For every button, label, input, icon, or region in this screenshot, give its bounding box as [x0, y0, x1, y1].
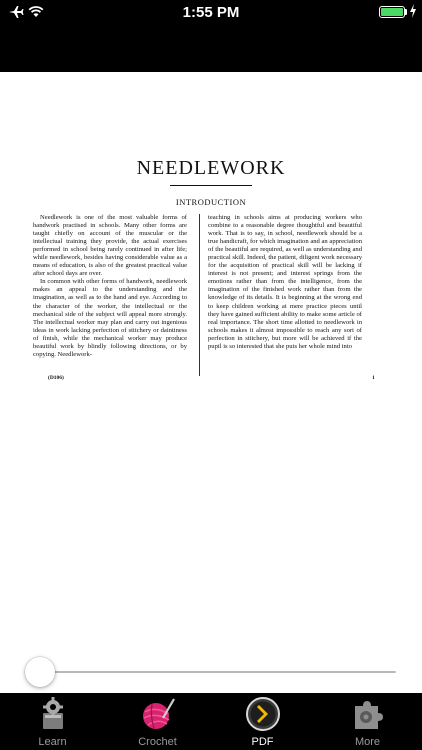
battery-fill [381, 8, 403, 16]
tab-pdf[interactable] [210, 693, 315, 750]
top-bar [0, 0, 422, 72]
tab-more[interactable] [315, 693, 420, 750]
page-number: 1 [372, 375, 375, 381]
paragraph: teaching in schools aims at producing workers who combine to a reasonable degree thoughtful and beautiful work. That is to say, in school, needlework should be a true handicraft, for which imagination and an appreciation of the beautiful are required, as well as understanding and practical skill. Indeed, the patient, diligent work necessary for the acquisition of practical skill will be lacking if interest is not present; and interest springs from the emotions rather than from the intelligence, from the imagination of the finished work rather than from the knowledge of its details. It is beginning at the wrong end to keep children working at mere practice pieces until they have gained sufficient ability to make some article of real importance. The short time allotted to needlework in schools makes it almost impossible to reach any sort of perfection in stitchery, but more will be achieved if the pupil is so interested that she puts her whole mind into [208, 214, 362, 350]
gear-book-icon [35, 696, 71, 732]
title-rule [170, 185, 252, 186]
puzzle-gear-icon [350, 696, 386, 732]
page-code: (D106) [48, 375, 64, 381]
column-divider [199, 214, 200, 376]
page-title: NEEDLEWORK [136, 157, 286, 179]
tab-bar [0, 693, 422, 750]
status-time: 1:55 PM [182, 4, 240, 21]
paragraph: In common with other forms of handwork, needlework makes an appeal to the understanding and the imagination, as well as to the hand and eye. According to the character of the worker, the intellectual or the mechanical side of the subject will appeal more strongly. The intellectual worker may plan and carry out ingenious ideas in work lacking perfection of stitchery or daintiness of finish, while the mechanical worker may produce beautiful work by blindly following directions, or by copying. Needlework- [33, 278, 187, 358]
section-heading: INTRODUCTION [175, 197, 247, 207]
tab-crochet[interactable] [105, 693, 210, 750]
pdf-page[interactable] [0, 72, 422, 672]
right-column [208, 214, 362, 351]
tab-label: More [354, 736, 381, 748]
paragraph: Needlework is one of the most valuable forms of handwork practised in schools. Many other forms are taught chiefly on account of the muscular or the intellectual training they provide, the actual exercises performed in school being rarely continued in after life; while needlework, besides having considerable value as a means of education, is also of the greatest practical value after school days are over. [33, 214, 187, 278]
tab-learn[interactable] [0, 693, 105, 750]
pdf-chevron-icon [245, 696, 281, 732]
tab-label: Crochet [138, 736, 177, 748]
tab-label: Learn [38, 736, 67, 748]
yarn-ball-icon [140, 696, 176, 732]
tab-label: PDF [251, 736, 274, 748]
left-column [33, 214, 187, 359]
charging-bolt-icon [409, 4, 417, 18]
battery-icon [379, 6, 405, 18]
battery-tip [405, 9, 407, 15]
page-slider-track[interactable] [52, 671, 396, 673]
page-slider-thumb[interactable] [25, 657, 55, 687]
